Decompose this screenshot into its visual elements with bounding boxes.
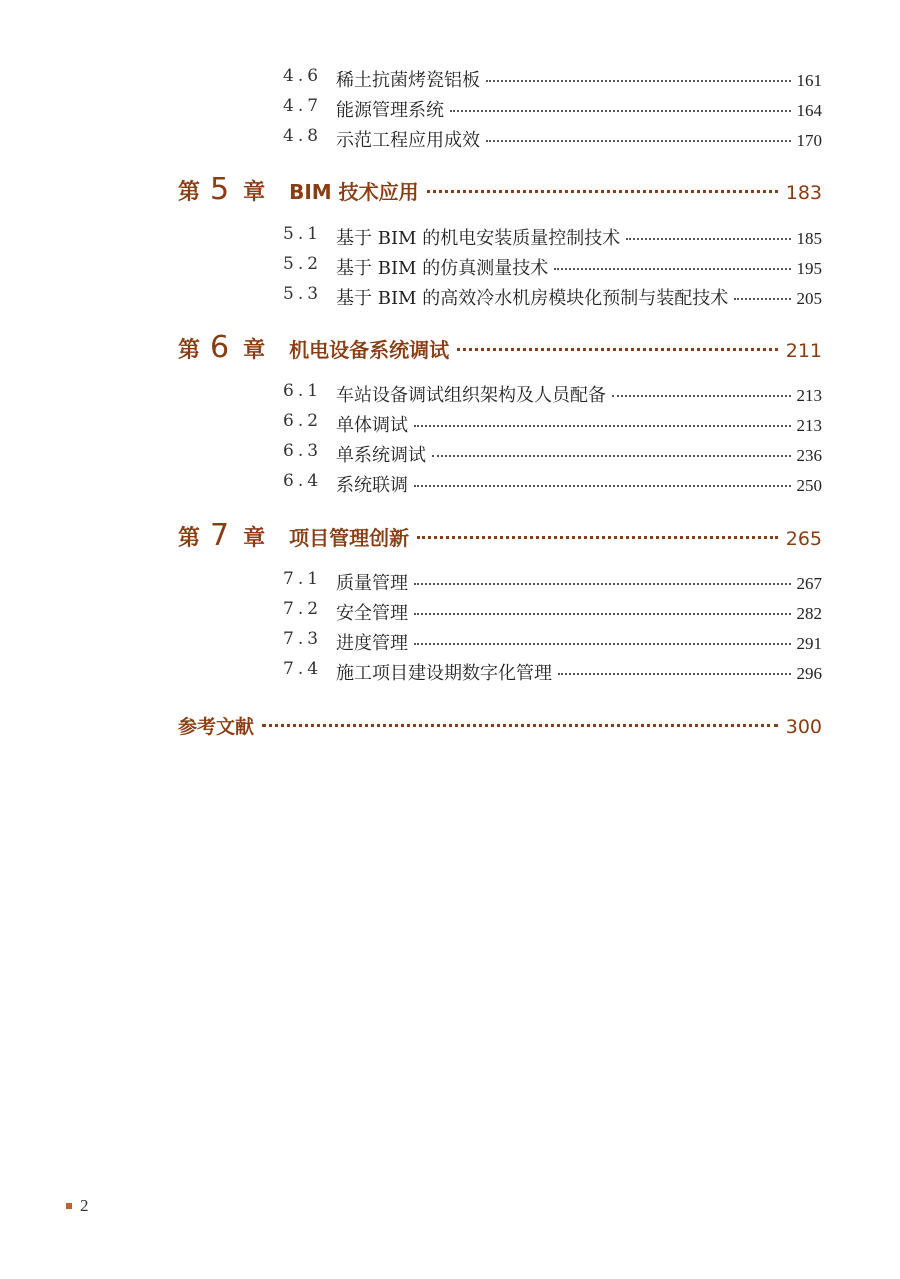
dot-leader bbox=[417, 536, 778, 539]
toc-chapter-7[interactable] bbox=[178, 518, 822, 553]
dot-leader bbox=[486, 140, 791, 142]
section-title: 单系统调试 bbox=[336, 445, 426, 466]
section-number: 4.8 bbox=[283, 126, 323, 146]
chapter-suffix: 章 bbox=[243, 338, 266, 363]
section-number: 7.1 bbox=[283, 569, 323, 589]
chapter-number: 7 bbox=[210, 518, 230, 553]
dot-leader bbox=[734, 298, 790, 300]
chapter-number: 6 bbox=[210, 330, 230, 365]
chapter-prefix: 第 bbox=[178, 526, 201, 551]
chapter-suffix: 章 bbox=[243, 180, 266, 205]
section-title: 单体调试 bbox=[336, 415, 408, 436]
dot-leader bbox=[432, 455, 791, 457]
section-title: 系统联调 bbox=[336, 475, 408, 496]
section-title: 基于 BIM 的仿真测量技术 bbox=[336, 258, 549, 279]
chapter-title: 项目管理创新 bbox=[289, 526, 410, 550]
section-title: 施工项目建设期数字化管理 bbox=[336, 663, 552, 684]
section-title: 基于 BIM 的机电安装质量控制技术 bbox=[336, 228, 621, 249]
section-page: 213 bbox=[796, 416, 822, 435]
section-title: 示范工程应用成效 bbox=[336, 130, 480, 151]
section-number: 4.6 bbox=[283, 66, 323, 86]
section-page: 250 bbox=[796, 476, 822, 495]
section-page: 161 bbox=[796, 71, 822, 90]
section-number: 5.3 bbox=[283, 284, 323, 304]
section-number: 6.1 bbox=[283, 381, 323, 401]
chapter-page: 183 bbox=[785, 182, 822, 204]
section-number: 4.7 bbox=[283, 96, 323, 116]
chapter-title: 机电设备系统调试 bbox=[289, 338, 450, 362]
toc-chapter-6[interactable] bbox=[178, 330, 822, 365]
chapter-page: 211 bbox=[785, 340, 822, 362]
toc-chapter-5[interactable] bbox=[178, 172, 822, 207]
dot-leader bbox=[558, 673, 791, 675]
section-number: 7.2 bbox=[283, 599, 323, 619]
chapter-prefix: 第 bbox=[178, 338, 201, 363]
section-number: 5.1 bbox=[283, 224, 323, 244]
references-page: 300 bbox=[785, 716, 822, 738]
footer-square-icon bbox=[66, 1203, 72, 1209]
dot-leader bbox=[414, 613, 791, 615]
chapter-suffix: 章 bbox=[243, 526, 266, 551]
chapter-page: 265 bbox=[785, 528, 822, 550]
dot-leader bbox=[427, 190, 778, 193]
section-number: 5.2 bbox=[283, 254, 323, 274]
chapter-number: 5 bbox=[210, 172, 230, 207]
section-title: 进度管理 bbox=[336, 633, 408, 654]
section-number: 7.4 bbox=[283, 659, 323, 679]
dot-leader bbox=[414, 583, 791, 585]
toc-references[interactable] bbox=[178, 712, 822, 739]
dot-leader bbox=[486, 80, 791, 82]
section-page: 296 bbox=[796, 664, 822, 683]
section-title: 稀土抗菌烤瓷铝板 bbox=[336, 70, 480, 91]
page-number: 2 bbox=[80, 1196, 89, 1215]
section-number: 6.3 bbox=[283, 441, 323, 461]
section-page: 267 bbox=[796, 574, 822, 593]
section-number: 7.3 bbox=[283, 629, 323, 649]
section-page: 282 bbox=[796, 604, 822, 623]
dot-leader bbox=[262, 724, 778, 727]
dot-leader bbox=[414, 643, 791, 645]
section-page: 213 bbox=[796, 386, 822, 405]
references-title: 参考文献 bbox=[178, 716, 255, 738]
section-page: 291 bbox=[796, 634, 822, 653]
section-title: 车站设备调试组织架构及人员配备 bbox=[336, 385, 606, 406]
section-title: 安全管理 bbox=[336, 603, 408, 624]
page-footer bbox=[66, 1196, 89, 1216]
section-title: 质量管理 bbox=[336, 573, 408, 594]
section-page: 236 bbox=[796, 446, 822, 465]
section-number: 6.2 bbox=[283, 411, 323, 431]
chapter-prefix: 第 bbox=[178, 180, 201, 205]
section-number: 6.4 bbox=[283, 471, 323, 491]
dot-leader bbox=[450, 110, 791, 112]
dot-leader bbox=[626, 238, 790, 240]
dot-leader bbox=[612, 395, 791, 397]
section-page: 195 bbox=[796, 259, 822, 278]
section-page: 170 bbox=[796, 131, 822, 150]
section-page: 164 bbox=[796, 101, 822, 120]
chapter-title: BIM 技术应用 bbox=[289, 180, 419, 204]
dot-leader bbox=[414, 425, 791, 427]
section-title: 能源管理系统 bbox=[336, 100, 444, 121]
section-title: 基于 BIM 的高效冷水机房模块化预制与装配技术 bbox=[336, 288, 729, 309]
section-page: 205 bbox=[796, 289, 822, 308]
dot-leader bbox=[414, 485, 791, 487]
dot-leader bbox=[554, 268, 790, 270]
dot-leader bbox=[457, 348, 778, 351]
section-page: 185 bbox=[796, 229, 822, 248]
